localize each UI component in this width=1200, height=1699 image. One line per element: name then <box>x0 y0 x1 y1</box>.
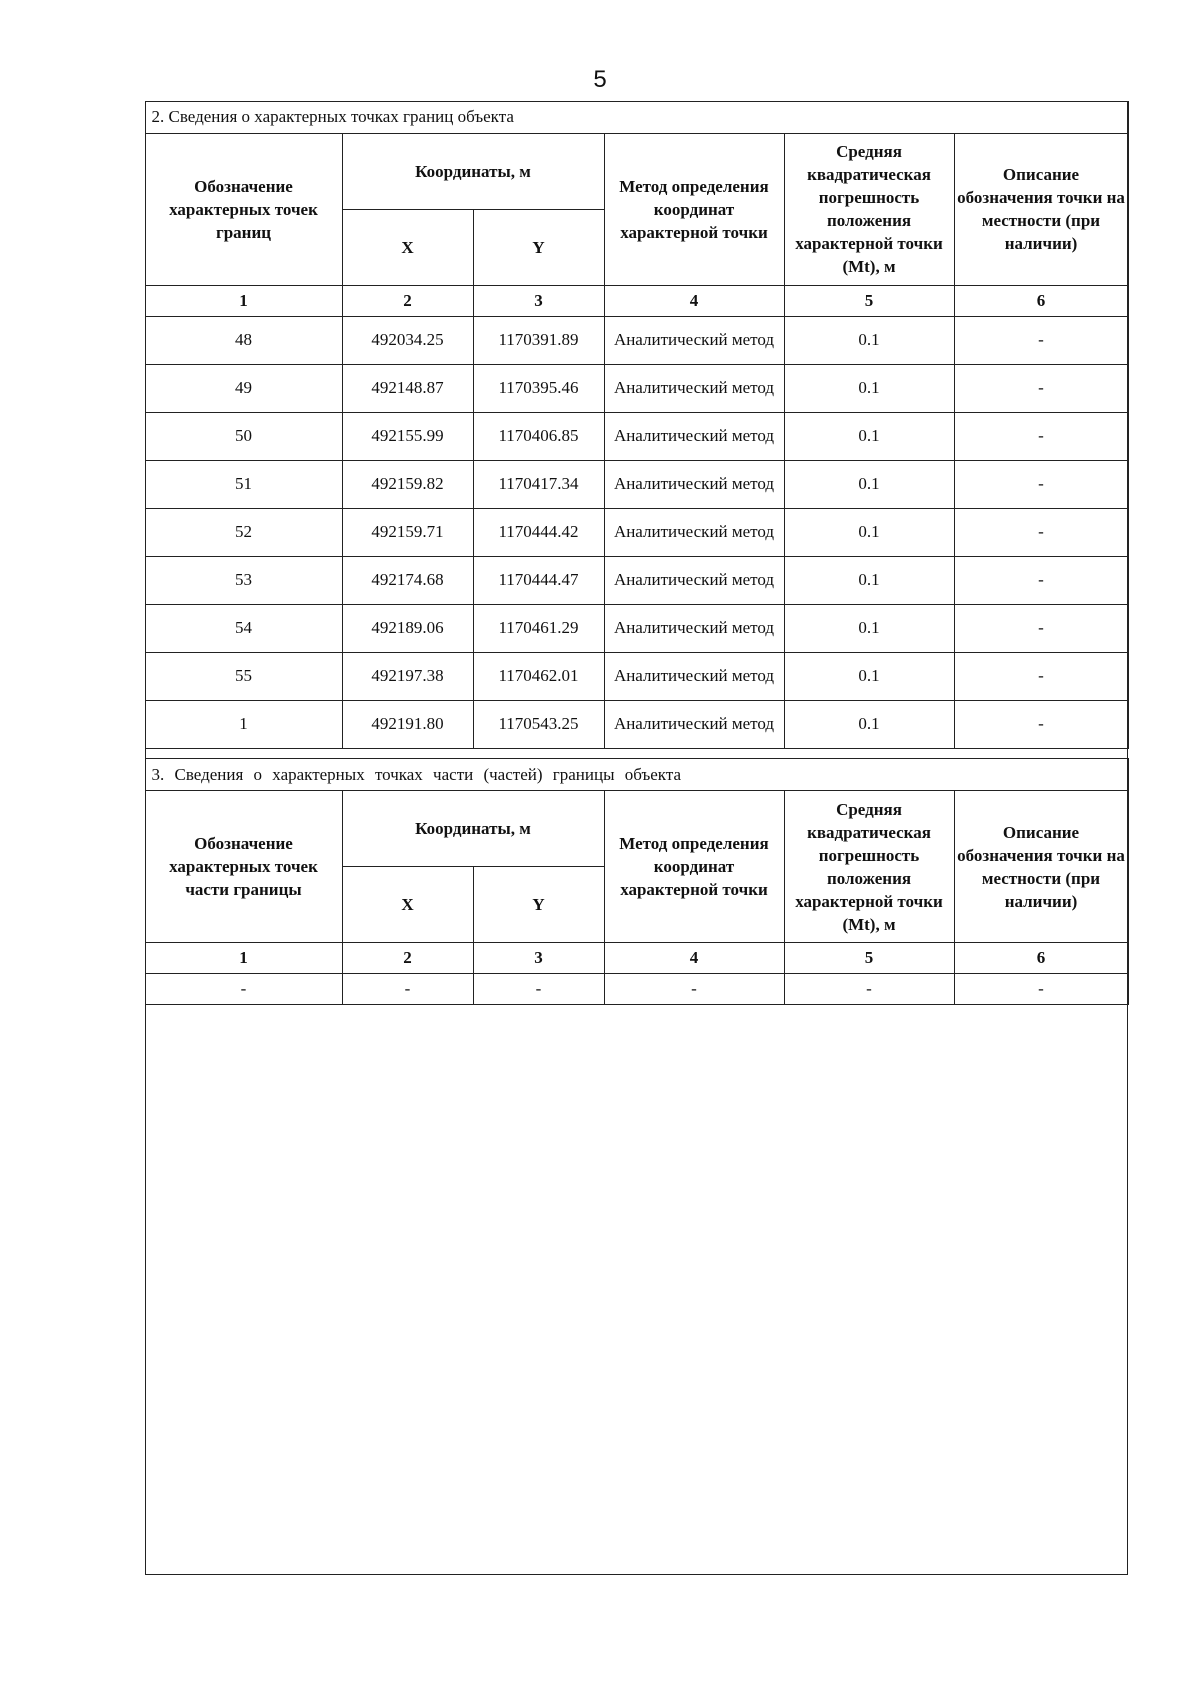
cell-method: Аналитический метод <box>604 460 784 508</box>
cell-desc: - <box>954 364 1128 412</box>
cell-y: 1170417.34 <box>473 460 604 508</box>
cell-method: Аналитический метод <box>604 652 784 700</box>
cell-y: 1170391.89 <box>473 316 604 364</box>
cell-mt: 0.1 <box>784 700 954 748</box>
col-number: 6 <box>954 285 1128 316</box>
header-method: Метод определения координат характерной точки <box>604 133 784 285</box>
table-row <box>145 364 1128 412</box>
column-number-row <box>145 285 1128 316</box>
part-boundary-points-table <box>145 758 1129 1005</box>
table-row <box>145 508 1128 556</box>
cell-method: - <box>604 974 784 1005</box>
col-number: 3 <box>473 943 604 974</box>
cell-mt: - <box>784 974 954 1005</box>
cell-x: 492034.25 <box>342 316 473 364</box>
cell-point: 50 <box>145 412 342 460</box>
section-3-title: 3. Сведения о характерных точках части (частей) границы объекта <box>145 759 1128 791</box>
header-x: X <box>342 209 473 285</box>
table-row <box>145 652 1128 700</box>
header-designation: Обозначение характерных точек границ <box>145 133 342 285</box>
cell-y: 1170406.85 <box>473 412 604 460</box>
table-row <box>145 316 1128 364</box>
column-number-row <box>145 943 1128 974</box>
cell-point: - <box>145 974 342 1005</box>
cell-method: Аналитический метод <box>604 412 784 460</box>
cell-method: Аналитический метод <box>604 508 784 556</box>
header-y: Y <box>473 209 604 285</box>
cell-mt: 0.1 <box>784 412 954 460</box>
table-row <box>145 604 1128 652</box>
cell-method: Аналитический метод <box>604 316 784 364</box>
header-description: Описание обозначения точки на местности (при наличии) <box>954 133 1128 285</box>
col-number: 1 <box>145 943 342 974</box>
cell-method: Аналитический метод <box>604 556 784 604</box>
cell-x: 492189.06 <box>342 604 473 652</box>
cell-point: 53 <box>145 556 342 604</box>
table-row <box>145 460 1128 508</box>
header-method: Метод определения координат характерной точки <box>604 791 784 943</box>
header-description: Описание обозначения точки на местности (при наличии) <box>954 791 1128 943</box>
cell-point: 52 <box>145 508 342 556</box>
cell-y: - <box>473 974 604 1005</box>
cell-x: 492155.99 <box>342 412 473 460</box>
cell-mt: 0.1 <box>784 604 954 652</box>
header-x: X <box>342 867 473 943</box>
table-row <box>145 556 1128 604</box>
cell-mt: 0.1 <box>784 652 954 700</box>
cell-x: 492148.87 <box>342 364 473 412</box>
col-number: 4 <box>604 285 784 316</box>
cell-x: 492159.82 <box>342 460 473 508</box>
table-row <box>145 412 1128 460</box>
col-number: 4 <box>604 943 784 974</box>
section-2-title: 2. Сведения о характерных точках границ объекта <box>145 101 1128 133</box>
header-coordinates: Координаты, м <box>342 133 604 209</box>
cell-y: 1170461.29 <box>473 604 604 652</box>
cell-y: 1170543.25 <box>473 700 604 748</box>
cell-desc: - <box>954 460 1128 508</box>
cell-desc: - <box>954 556 1128 604</box>
cell-desc: - <box>954 604 1128 652</box>
col-number: 2 <box>342 285 473 316</box>
header-error: Средняя квадратическая погрешность положения характерной точки (Mt), м <box>784 133 954 285</box>
cell-mt: 0.1 <box>784 460 954 508</box>
cell-mt: 0.1 <box>784 364 954 412</box>
cell-y: 1170395.46 <box>473 364 604 412</box>
document-sheet <box>145 101 1128 1575</box>
col-number: 1 <box>145 285 342 316</box>
header-y: Y <box>473 867 604 943</box>
cell-method: Аналитический метод <box>604 604 784 652</box>
header-coordinates: Координаты, м <box>342 791 604 867</box>
cell-x: 492159.71 <box>342 508 473 556</box>
cell-mt: 0.1 <box>784 316 954 364</box>
table-row <box>145 974 1128 1005</box>
boundary-points-table <box>145 101 1129 749</box>
cell-desc: - <box>954 316 1128 364</box>
cell-desc: - <box>954 974 1128 1005</box>
cell-point: 48 <box>145 316 342 364</box>
col-number: 5 <box>784 285 954 316</box>
cell-mt: 0.1 <box>784 556 954 604</box>
cell-method: Аналитический метод <box>604 700 784 748</box>
cell-desc: - <box>954 508 1128 556</box>
cell-method: Аналитический метод <box>604 364 784 412</box>
cell-desc: - <box>954 412 1128 460</box>
col-number: 2 <box>342 943 473 974</box>
cell-point: 51 <box>145 460 342 508</box>
cell-y: 1170444.42 <box>473 508 604 556</box>
cell-point: 55 <box>145 652 342 700</box>
cell-desc: - <box>954 652 1128 700</box>
col-number: 6 <box>954 943 1128 974</box>
table-row <box>145 700 1128 748</box>
header-error: Средняя квадратическая погрешность положения характерной точки (Mt), м <box>784 791 954 943</box>
cell-y: 1170462.01 <box>473 652 604 700</box>
cell-x: 492174.68 <box>342 556 473 604</box>
col-number: 5 <box>784 943 954 974</box>
header-designation: Обозначение характерных точек части границы <box>145 791 342 943</box>
cell-x: 492197.38 <box>342 652 473 700</box>
cell-point: 54 <box>145 604 342 652</box>
cell-x: 492191.80 <box>342 700 473 748</box>
cell-y: 1170444.47 <box>473 556 604 604</box>
col-number: 3 <box>473 285 604 316</box>
cell-mt: 0.1 <box>784 508 954 556</box>
cell-desc: - <box>954 700 1128 748</box>
cell-x: - <box>342 974 473 1005</box>
cell-point: 1 <box>145 700 342 748</box>
page-number: 5 <box>593 66 607 93</box>
cell-point: 49 <box>145 364 342 412</box>
